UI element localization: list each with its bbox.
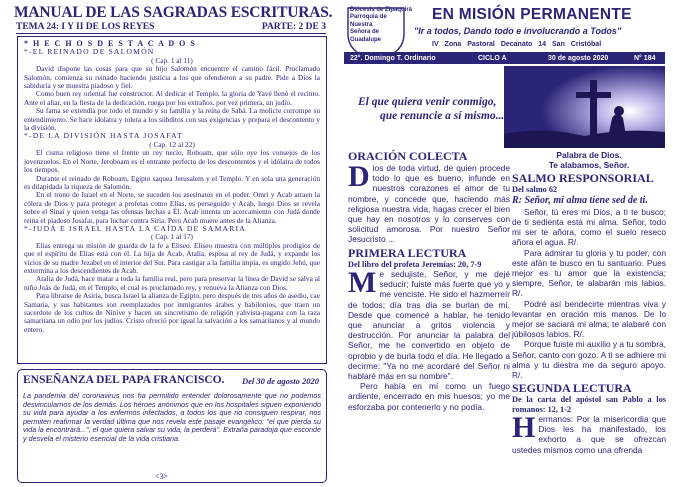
ensenanza-date: Del 30 de agosto 2020 <box>242 376 319 386</box>
fecha-label: 30 de agosto 2020 <box>548 54 609 62</box>
theme-quote-line-2: que renuncie a sí mismo... <box>380 110 505 122</box>
paragraph: En el trono de Israel en el Norte, se suceden los asesinatos en el poder. Omri y Acab atraen la cólera de Dios y para proteger a profetas como Elías, es perseguido y Acab, luego Dios se revela sobre el Sinaí y quien venga las ofensas hechas a Él. Acab intenta un acercamiento con Judá donde reina el piadoso Josafat, para luchar contra Siria. Pero Acab muere antes de la Alianza. <box>24 190 320 225</box>
slogan: "Ir a todos, Dando todo e involucrando a Todos" <box>414 26 622 36</box>
ensenanza-box <box>17 369 327 483</box>
salmo-title: SALMO RESPONSORIAL <box>512 171 654 186</box>
paragraph: Elías entrega su misión de guarda de la fe a Eliseo. Eliseo muestra con múltiples prodigios de que el espíritu de Elías está con él. La hija de Acab, Atalía, esposa al rey de Judá, y expande los vicios de su madre Jezabel en el interior del Sur. Para castigar a la familia impía, es ungido Jehú, que extermina a los descendientes de Acab. <box>24 240 320 275</box>
zona-line: IV Zona Pastoral Decanato 14 San Cristóbal <box>432 41 602 48</box>
primera-source: Del libro del profeta Jeremías: 20, 7-9 <box>348 259 482 269</box>
ensenanza-text: La pandemia del coronavirus nos ha permitido entender dolorosamente que no podemos desvincularnos de los demás. Los héroes anónimos que en los hospitales siguen exponiendo su vida para ayudar a los enfermos infectados, a todos los que no consiguen respirar, nos permiten reafirmar la verdad última que nos revela este pasaje evangélico: "el que pierda su vida la encontrará...", el que quiera salvar su vida, la perderá". Extraña paradoja que esconde y desvela el misterio esencial de la vida cristiana. <box>23 391 321 443</box>
colecta-title: ORACIÓN COLECTA <box>348 149 468 163</box>
paragraph: Como buen rey oriental fue constructor. Al dedicar el Templo, la gloria de Yavé llenó el recinto. Ante el altar, en la fiesta de la dedicación, ruega por los extraños, por vez primera, un judío. <box>24 89 320 107</box>
primera-text-2: Pero había en mí como un fuego ardiente, encerrado en mis huesos; yo me esforzaba por contenerlo y no podía. <box>348 381 510 412</box>
paragraph: Atalía de Judá, hace matar a toda la familia real, pero para preservar la línea de David se salva al niño Joás de Judá, en el Templo, el cual es proclamado rey, y renueva la Alianza con Dios. <box>24 274 320 292</box>
section-cite: ( Cap. 1 al 11) <box>151 55 193 65</box>
colecta-text: ios de toda virtud, de quien procede todo lo que es bueno, infunde en nuestros corazones el amor de tu nombre, y concede que, haciendo más religiosa nuestra vida, hagas crecer el bien que hay en nosotros y lo conserves con solicitud amorosa. Por nuestro Señor Jesucristo ... <box>348 163 510 245</box>
paragraph: El cisma religioso tiene el frente un rey necio, Roboam, que sólo oye los consejos de los jovenzuelos. En el Norte, Jeroboam es el entrante perfecto de los descontentos y el idólatra de todos los tiempos. <box>24 148 320 175</box>
drop-cap: D <box>348 160 370 193</box>
salmo-stanza: Señor, tú eres mi Dios, a ti te busco; de ti sedienta está mi alma. Señor, todo mi ser te añora, como el suelo reseco añora el agua. R/. <box>512 206 666 248</box>
left-page <box>0 0 336 487</box>
right-page <box>336 0 673 487</box>
paragraph: Para librarse de Asiria, busca Israel la alianza de Egipto, pero después de tres años de asedio, cae Samaria, y sus habitantes son reemplazados por inmigrantes árabes y babilonios, que traen un sacerdote de los cultos de Nínive y hacen un sincretismo de religión yahvista-pagana con la raza samaritana un odio por los judíos. Cristo ofreció por igual la salvación a los samaritanos y al mundo entero. <box>24 291 320 334</box>
drop-cap: H <box>512 411 536 445</box>
segunda-body <box>512 411 666 455</box>
hechos-heading: * H E C H O S D E S T A C A D O S <box>24 39 197 48</box>
section-cite: ( Cap. 12 al 22) <box>149 139 195 149</box>
domingo-label: 22°. Domingo T. Ordinario <box>350 54 436 62</box>
section-title-samaria: *-JUDÁ E ISRAEL HASTA LA CAÍDA DE SAMARIA <box>24 223 246 233</box>
hechos-box <box>17 36 327 364</box>
ciclo-label: CICLO A <box>478 54 507 62</box>
logo-text: Diócesis de Zipaquirá Parroquia de Nuestra Señora de Guadalupe <box>350 7 413 43</box>
salmo-stanza: Porque fuiste mi auxilio y a tu sombra, Señor, canto con gozo. A ti se adhiere mi alma y tu diestra me da seguro apoyo. R/. <box>512 339 666 381</box>
manual-title: MANUAL DE LAS SAGRADAS ESCRITURAS. <box>14 4 333 21</box>
te-alabamos: Te alabamos, Señor. <box>548 160 630 171</box>
colecta-body <box>348 160 510 245</box>
info-bar <box>344 52 665 64</box>
parte-label: PARTE: 2 DE 3 <box>261 22 326 32</box>
paragraph: David dispone las cosas para que su hijo Salomón encuentre el camino fácil. Proclamado Salomón, comienza su reinado haciendo justicia a los que ofendieron a su padre. Pide a Dios la sabiduría y se muestra piadoso y fiel. <box>24 64 320 91</box>
paragraph: Durante el reinado de Roboam, Egipto saquea Jerusalem y el Templo. Y en sola una generación es dilapidada la riqueza de Salomón. <box>24 173 320 191</box>
brand-title: EN MISIÓN PERMANENTE <box>432 6 632 23</box>
salmo-stanza: Podré así bendecirte mientras viva y levantar en oración mis manos. De lo mejor se saciará mi alma; te alabaré con júbilosos labios. R/. <box>512 298 666 340</box>
section-cite: ( Cap. 1 al 17) <box>151 232 193 242</box>
palabra-de-dios: Palabra de Dios. <box>556 150 622 160</box>
tema-label: TEMA 24: I Y II DE LOS REYES <box>16 22 155 32</box>
theme-quote-line-1: El que quiera venir conmigo, <box>358 96 497 108</box>
ensenanza-title: ENSEÑANZA DEL PAPA FRANCISCO. <box>23 374 225 386</box>
tema-line <box>16 22 326 34</box>
segunda-title: SEGUNDA LECTURA <box>512 381 632 396</box>
column-left <box>348 150 510 412</box>
salmo-source: Del salmo 62 <box>512 185 558 195</box>
column-right <box>512 150 666 455</box>
drop-cap: M <box>348 266 377 300</box>
salmo-stanza: Para admirar tu gloria y tu poder, con este afán te busco en tu santuario. Pues mejor es tu amor que la existencia; siempre, Señor, te alabarán mis labios. R/. <box>512 247 666 299</box>
section-title-salomon: *-EL REINADO DE SALOMÓN <box>24 47 155 57</box>
segunda-source: De la carta del apóstol san Pablo a los romanos: 12, 1-2 <box>512 395 666 414</box>
numero-label: N° 184 <box>634 54 656 62</box>
paragraph: Su fama se extendía por todo el mundo y su familia y la reina de Sabá. La molicie corrompe su entendimiento. Se hace idolatra y tolera a los súbditos con sus exigencias y prepara el descontento y la división. <box>24 106 320 133</box>
section-title-division: *-DE LA DIVISIÓN HASTA JOSAFAT <box>24 131 183 141</box>
page-number: <3> <box>155 472 169 481</box>
primera-text: e sedujiste, Señor, y me dejé seducir; fuiste más fuerte que yo y me venciste. He sido el hazmerreír de todos; día tras día se burlan de mí. Desde que comencé a hablar, he tenido que anunciar a gritos violencia y destrucción. Por anunciar la palabra del Señor, me he convertido en objeto de oprobio y de burla todo el día. He llegado a decirme: "Ya no me acordaré del Señor ni hablaré más en su nombre". <box>348 269 510 382</box>
primera-body <box>348 266 510 382</box>
salmo-response: R: Señor, mi alma tiene sed de ti. <box>512 194 648 206</box>
primera-title: PRIMERA LECTURA <box>348 245 467 260</box>
segunda-text: ermanos: Por la misericordia que Dios les ha manifestado, los exhorto a que se ofrezcan ustedes mismos como una ofrenda <box>512 414 666 455</box>
